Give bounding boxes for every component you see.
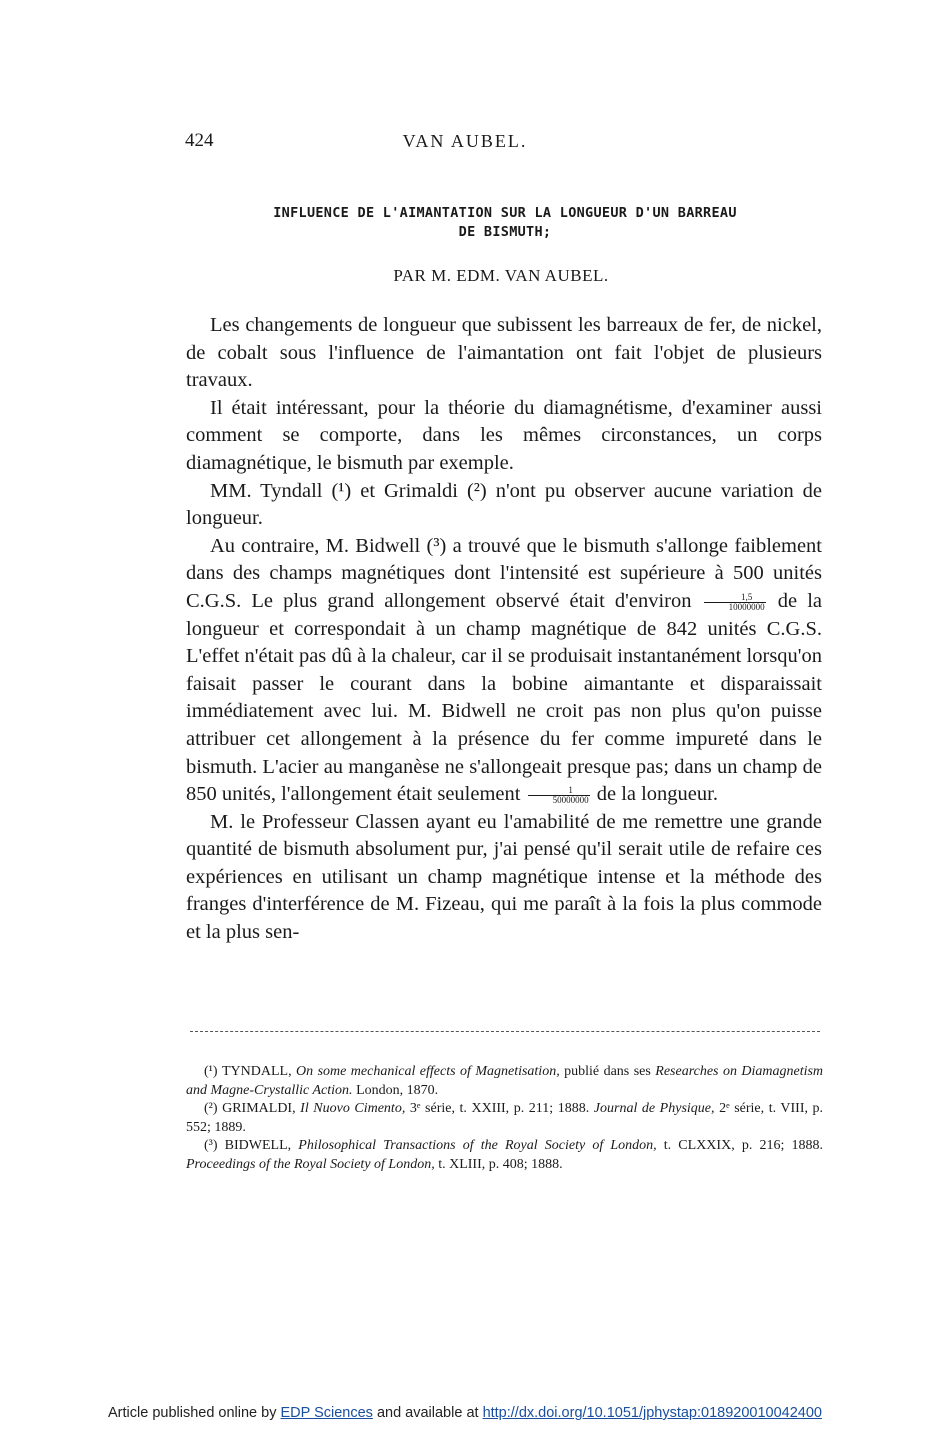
paragraph-4-part-a: Au contraire, M. Bidwell (³) a trouvé que le bismuth s'allonge faiblement dans des champs magnétiques dont l'intensité est supérieure à 500 unités C.G.S. Le plus grand allongement observé était d'environ — [186, 534, 822, 612]
paragraph-4 — [186, 533, 822, 809]
fraction-1-denominator: 10000000 — [728, 601, 765, 612]
article-author — [0, 266, 930, 286]
footnote-1-title: On some mechanical effects of Magnetisation, — [296, 1064, 560, 1079]
footnotes — [186, 1063, 823, 1174]
footer-middle: and available at — [376, 1405, 479, 1421]
author-name: VAN AUBEL. — [504, 266, 609, 285]
doi-link[interactable]: http://dx.doi.org/10.1051/jphystap:018920010042400 — [482, 1405, 822, 1421]
paragraph-3: MM. Tyndall (¹) et Grimaldi (²) n'ont pu observer aucune variation de longueur. — [186, 479, 822, 530]
fraction-2-numerator: 1 — [528, 786, 590, 796]
fraction-2 — [528, 786, 590, 805]
footnote-1-end: London, 1870. — [356, 1082, 439, 1098]
article-title-line-1: INFLUENCE DE L'AIMANTATION SUR LA LONGUEUR D'UN BARREAU — [273, 205, 737, 221]
footnote-3-work: Proceedings of the Royal Society of London, — [186, 1156, 435, 1172]
paragraph-2: Il était intéressant, pour la théorie du diamagnétisme, d'examiner aussi comment se comporte, dans les mêmes circonstances, un corps diamagnétique, le bismuth par exemple. — [186, 396, 822, 474]
footnote-2 — [186, 1100, 823, 1137]
footnote-1-mark: (¹) — [204, 1064, 218, 1079]
publication-footer — [0, 1405, 930, 1421]
paragraph-4-part-c: de la longueur. — [596, 783, 718, 806]
footnote-3-end: t. XLIII, p. 408; 1888. — [438, 1156, 563, 1172]
running-head: VAN AUBEL. — [402, 131, 528, 151]
footnote-2-title: Il Nuovo Cimento, — [300, 1101, 406, 1116]
author-prefix: PAR M. EDM. — [393, 266, 501, 285]
footnote-2-mark: (²) — [204, 1101, 218, 1116]
footnote-1-mid: publié dans ses — [564, 1064, 651, 1079]
footnote-2-author: GRIMALDI, — [222, 1101, 296, 1116]
article-title — [215, 204, 795, 242]
footnote-3 — [186, 1137, 823, 1174]
footnote-3-author: BIDWELL, — [224, 1138, 292, 1153]
footnote-3-title: Philosophical Transactions of the Royal Society of London, — [298, 1138, 657, 1153]
paragraph-4-part-b: de la longueur et correspondait à un champ magnétique de 842 unités C.G.S. L'effet n'était pas dû à la chaleur, car il se produisait instantanément lorsqu'on faisait passer le courant dans la bobine aimantante et disparaissait immédiatement avec lui. M. Bidwell ne croit pas non plus qu'on puisse attribuer cet allongement à la présence du fer comme impureté dans le bismuth. L'acier au manganèse ne s'allongeait presque pas; dans un champ de 850 unités, l'allongement était seulement — [186, 589, 823, 806]
paragraph-5: M. le Professeur Classen ayant eu l'amabilité de me remettre une grande quantité de bismuth absolument pur, j'ai pensé qu'il serait utile de refaire ces expériences en utilisant un champ magnétique intense et la méthode des franges d'interférence de M. Fizeau, qui me paraît à la fois la plus commode et la plus sen- — [186, 810, 822, 944]
footnote-2-work: Journal de Physique, — [593, 1101, 715, 1116]
footnote-1-work: Researches on Diamagnetism and Magne-Crystallic Action. — [186, 1064, 824, 1098]
footnote-2-mid: 3ᵉ série, t. XXIII, p. 211; 1888. — [409, 1101, 590, 1116]
page-number: 424 — [185, 130, 214, 151]
footnote-1 — [186, 1063, 823, 1100]
footer-prefix: Article published online by — [108, 1405, 277, 1421]
body-text — [186, 312, 822, 947]
fraction-2-denominator: 50000000 — [552, 794, 589, 805]
publisher-link[interactable]: EDP Sciences — [280, 1405, 373, 1421]
fraction-1 — [704, 593, 766, 612]
footnote-3-mid: t. CLXXIX, p. 216; 1888. — [663, 1138, 823, 1153]
paragraph-1: Les changements de longueur que subissent les barreaux de fer, de nickel, de cobalt sous l'influence de l'aimantation ont fait l'objet de plusieurs travaux. — [186, 314, 822, 392]
footnote-1-author: TYNDALL, — [221, 1064, 292, 1079]
footnote-2-end: 2ᵉ série, t. VIII, p. 552; 1889. — [186, 1101, 824, 1135]
article-title-line-2: DE BISMUTH; — [458, 224, 552, 240]
footnote-3-mark: (³) — [204, 1138, 218, 1153]
fraction-1-numerator: 1,5 — [704, 593, 766, 603]
footnote-separator — [190, 1031, 820, 1032]
